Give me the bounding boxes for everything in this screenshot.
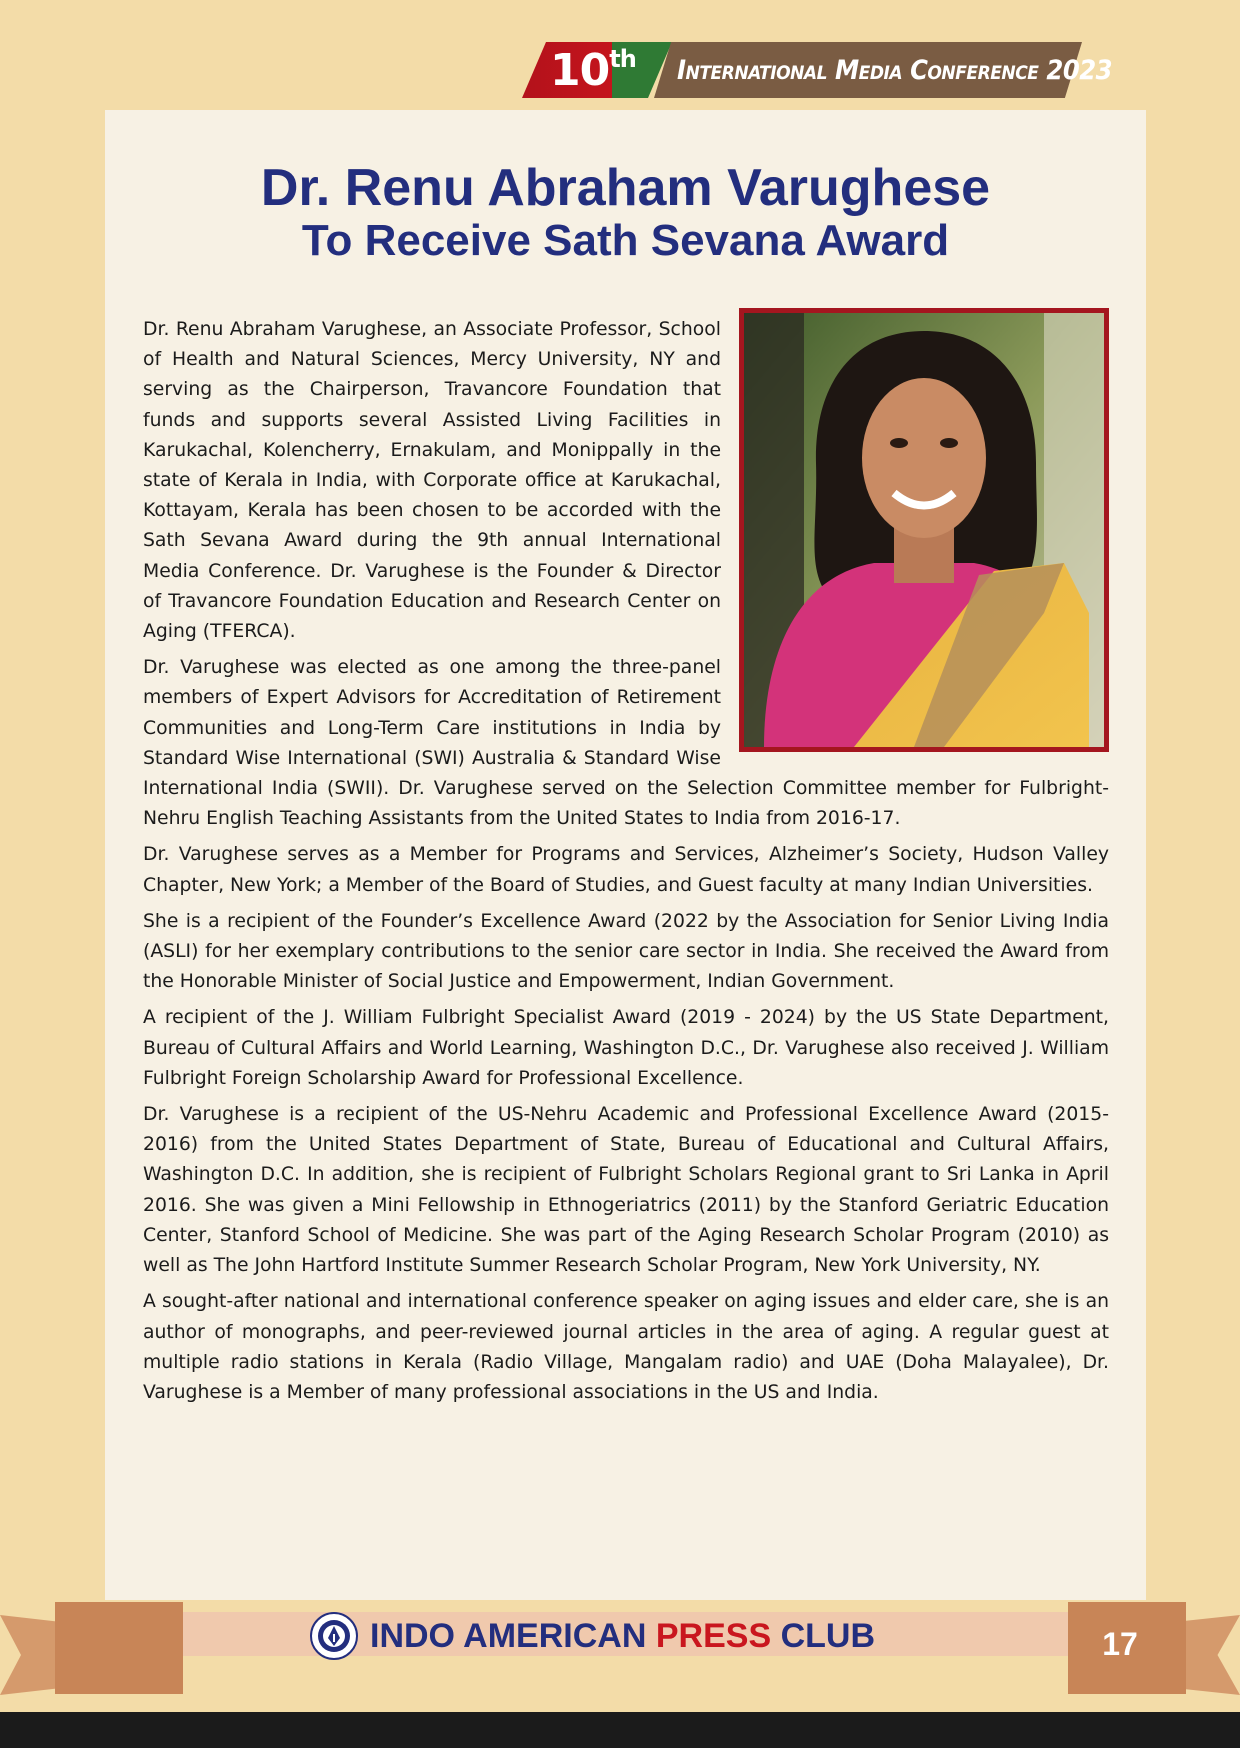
article-headline: Dr. Renu Abraham Varughese (260, 159, 991, 217)
ribbon-left-block (55, 1602, 183, 1694)
article-paragraph: She is a recipient of the Founder’s Excellence Award (2022 by the Association for Senior Living India (ASLI) for her exemplary contributions to the senior care sector in India. She received the Award from the Honorable Minister of Social Justice and Empowerment, Indian Government. (143, 910, 1109, 993)
portrait-photo (739, 308, 1109, 752)
press-club-emblem-icon (310, 1612, 358, 1660)
edition-number: 10th (550, 45, 636, 96)
article-body (143, 315, 1109, 1414)
article-panel (105, 110, 1146, 1600)
edition-suffix: th (609, 45, 636, 73)
article-paragraph: Dr. Varughese was elected as one among the three-panel members of Expert Advisors for Accreditation of Retirement Communities and Long-Term Care institutions in India by Standard Wise International (SWI) Australia & Standard Wise International India (SWII). Dr. Varughese served on the Selection Committee member for Fulbright-Nehru English Teaching Assistants from the United States to India from 2016-17. (143, 657, 1109, 830)
article-paragraph: Dr. Varughese serves as a Member for Programs and Services, Alzheimer’s Society, Hudson Valley Chapter, New York; a Member of the Board of Studies, and Guest faculty at many Indian Universities. (143, 844, 1109, 896)
conference-banner (522, 42, 1113, 98)
article-paragraph: Dr. Varughese is a recipient of the US-Nehru Academic and Professional Excellence Award (2015- 2016) from the United States Department of State, Bureau of Educational and Cultural Affairs, Washington D.C. In addition, she is recipient of Fulbright Scholars Regional grant to Sri Lanka in April 2016. She was given a Mini Fellowship in Ethnogeriatrics (2011) by the Stanford Geriatric Education Center, Stanford School of Medicine. She was part of the Aging Research Scholar Program (2010) as well as The John Hartford Institute Summer Research Scholar Program, New York University, NY. (143, 1104, 1109, 1277)
article-subheadline: To Receive Sath Sevana Award (301, 216, 950, 265)
press-club-name-highlight: PRESS (655, 1616, 772, 1655)
article-paragraph: A sought-after national and international conference speaker on aging issues and elder care, she is an author of monographs, and peer-reviewed journal articles in the area of aging. A regular guest at multiple radio stations in Kerala (Radio Village, Mangalam radio) and UAE (Doha Malayalee), Dr. Varughese is a Member of many professional associations in the US and India. (143, 1291, 1109, 1403)
article-paragraph: Dr. Renu Abraham Varughese, an Associate Professor, School of Health and Natural Sciences, Mercy University, NY and serving as the Chairperson, Travancore Foundation that funds and supports several Assisted Living Facilities in Karukachal, Kolencherry, Ernakulam, and Monippally in the state of Kerala in India, with Corporate office at Karukachal, Kottayam, Kerala has been chosen to be accorded with the Sath Sevana Award during the 9th annual International Media Conference. Dr. Varughese is the Founder & Director of Travancore Foundation Education and Research Center on Aging (TFERCA). (143, 319, 721, 643)
bottom-black-bar (0, 1712, 1240, 1748)
press-club-name: INDO AMERICAN PRESS CLUB (370, 1616, 876, 1655)
page-number: 17 (1102, 1626, 1138, 1662)
portrait-image-icon (744, 313, 1104, 747)
press-club-footer (310, 1610, 910, 1662)
conference-title: International Media Conference 2023 (677, 55, 1113, 86)
article-paragraph: A recipient of the J. William Fulbright Specialist Award (2019 - 2024) by the US State Department, Bureau of Cultural Affairs and World Learning, Washington D.C., Dr. Varughese also received J. William Fulbright Foreign Scholarship Award for Professional Excellence. (143, 1007, 1109, 1089)
